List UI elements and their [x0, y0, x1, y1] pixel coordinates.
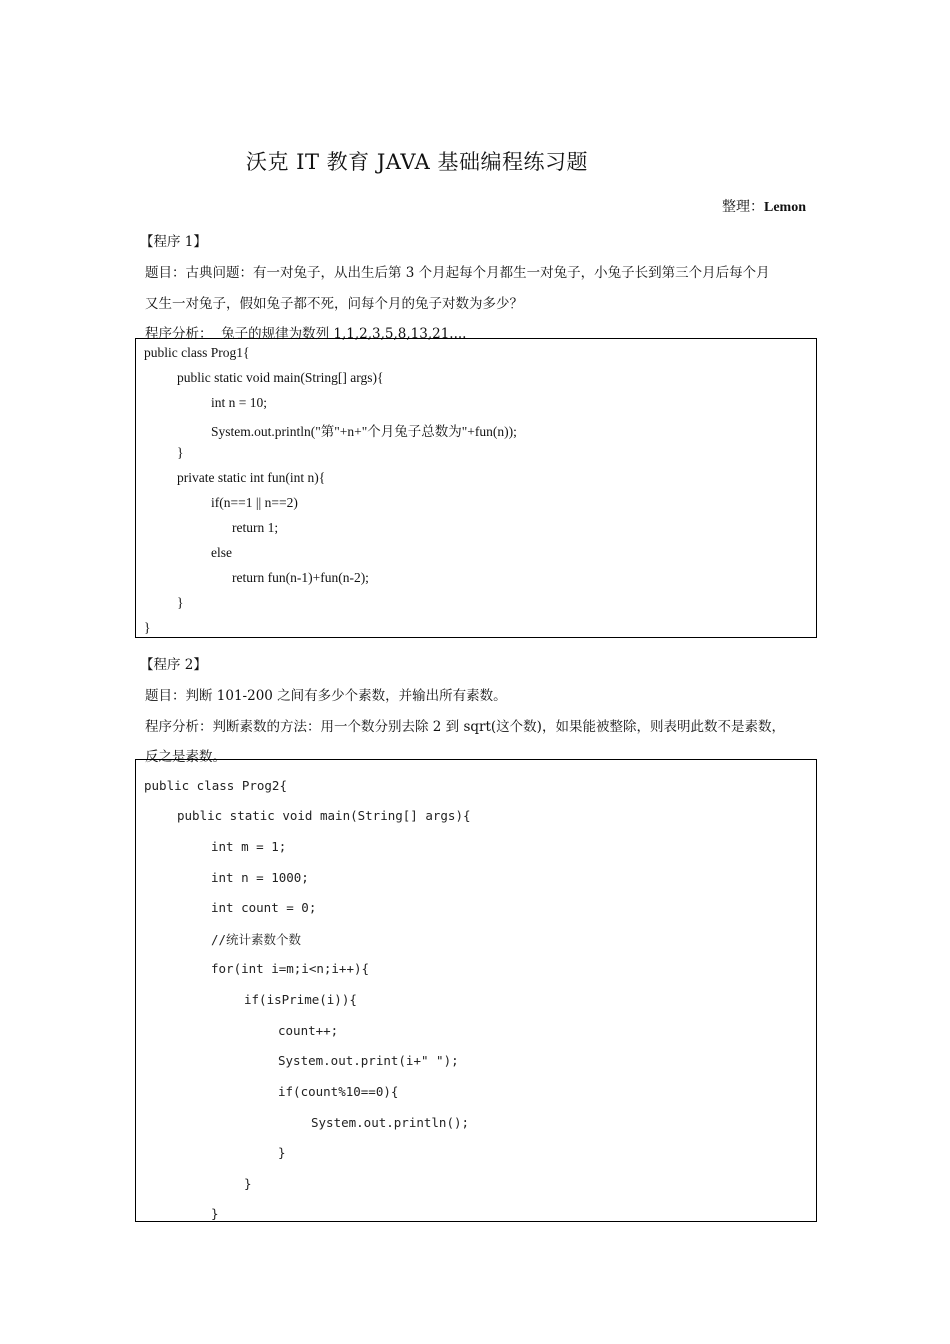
program-1-question-cont: 又生一对兔子，假如兔子都不死，问每个月的兔子对数为多少？	[145, 296, 523, 312]
author-line	[722, 196, 806, 216]
code-line: private static int fun(int n){	[177, 470, 326, 485]
code-line: public static void main(String[] args){	[177, 808, 471, 823]
code-line: }	[244, 1176, 252, 1191]
program-1-question: 题目：古典问题：有一对兔子，从出生后第 3 个月起每个月都生一对兔子，小兔子长到第三个月后每个月	[145, 265, 770, 281]
code-line: int m = 1;	[211, 839, 287, 854]
code-line: return fun(n-1)+fun(n-2);	[232, 570, 369, 585]
code-line: //统计素数个数	[211, 932, 302, 947]
code-line: public static void main(String[] args){	[177, 370, 384, 385]
code-line: if(n==1 || n==2)	[211, 495, 298, 510]
code-line: if(count%10==0){	[278, 1084, 399, 1099]
code-line: }	[177, 595, 184, 610]
code-line: count++;	[278, 1023, 339, 1038]
code-line: }	[144, 620, 151, 635]
code-line: }	[177, 445, 184, 460]
program-2-question: 题目：判断 101-200 之间有多少个素数，并输出所有素数。	[145, 688, 507, 704]
code-line: int n = 10;	[211, 395, 267, 410]
code-line: }	[278, 1145, 286, 1160]
program-2-analysis: 程序分析：判断素数的方法：用一个数分别去除 2 到 sqrt(这个数)，如果能被整除，则表明此数不是素数，	[145, 719, 785, 735]
code-line: System.out.println("第"+n+"个月兔子总数为"+fun(n));	[211, 424, 517, 439]
author-name: Lemon	[764, 200, 806, 215]
program-1-heading: 【程序 1】	[140, 234, 207, 250]
program-1-code-box	[135, 338, 817, 638]
code-line: public class Prog2{	[144, 778, 287, 793]
author-label: 整理：	[722, 199, 764, 215]
code-line: System.out.print(i+" ");	[278, 1053, 459, 1068]
code-line: int count = 0;	[211, 900, 317, 915]
program-2-analysis-cont: 反之是素数。	[145, 749, 226, 765]
code-line: if(isPrime(i)){	[244, 992, 357, 1007]
code-line: return 1;	[232, 520, 279, 535]
program-1-analysis: 程序分析： 兔子的规律为数列 1,1,2,3,5,8,13,21....	[145, 326, 467, 342]
code-line: else	[211, 545, 232, 560]
page-title: 沃克 IT 教育 JAVA 基础编程练习题	[246, 150, 588, 174]
code-line: public class Prog1{	[144, 345, 250, 360]
code-line: int n = 1000;	[211, 870, 309, 885]
code-line: for(int i=m;i<n;i++){	[211, 961, 370, 976]
code-line: }	[211, 1206, 219, 1221]
program-2-heading: 【程序 2】	[140, 657, 207, 673]
code-line: System.out.println();	[311, 1115, 470, 1130]
program-2-code-box	[135, 759, 817, 1222]
